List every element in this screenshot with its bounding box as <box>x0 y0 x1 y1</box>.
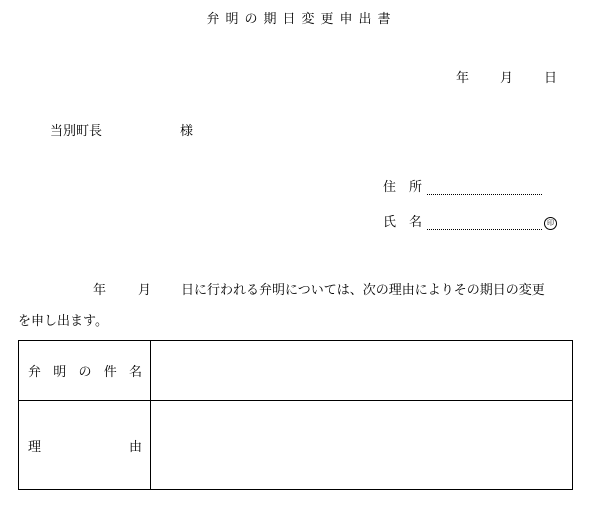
body-month: 月 <box>138 283 152 298</box>
reason-char: 理 <box>28 439 42 455</box>
addressee-name: 当別町長 <box>50 124 103 139</box>
case-name-char: 弁 <box>28 365 42 380</box>
case-name-char: の <box>78 365 92 380</box>
form-table <box>18 340 573 490</box>
reason-label <box>19 401 151 490</box>
address-label: 住 所 <box>383 180 423 195</box>
case-name-cell[interactable] <box>151 341 573 401</box>
body-line1: 日に行われる弁明については、次の理由によりその期日の変更 <box>181 283 545 298</box>
case-name-char: 明 <box>53 365 67 380</box>
name-field[interactable] <box>427 229 542 230</box>
body-year: 年 <box>93 283 107 298</box>
name-label: 氏 名 <box>383 215 423 230</box>
seal-mark: 印 <box>544 217 557 230</box>
reason-cell[interactable] <box>151 401 573 490</box>
date-day-label: 日 <box>544 71 558 86</box>
case-name-char: 件 <box>103 365 117 380</box>
reason-char: 由 <box>128 439 142 455</box>
date-year-label: 年 <box>456 71 470 86</box>
document-title: 弁明の期日変更申出書 <box>206 12 397 27</box>
address-field[interactable] <box>427 194 542 195</box>
case-name-char: 名 <box>128 365 142 380</box>
date-month-label: 月 <box>500 71 514 86</box>
date-line <box>0 72 603 86</box>
body-line2: を申し出ます。 <box>18 314 108 329</box>
case-name-label <box>19 341 151 401</box>
addressee-honorific: 様 <box>180 124 194 139</box>
